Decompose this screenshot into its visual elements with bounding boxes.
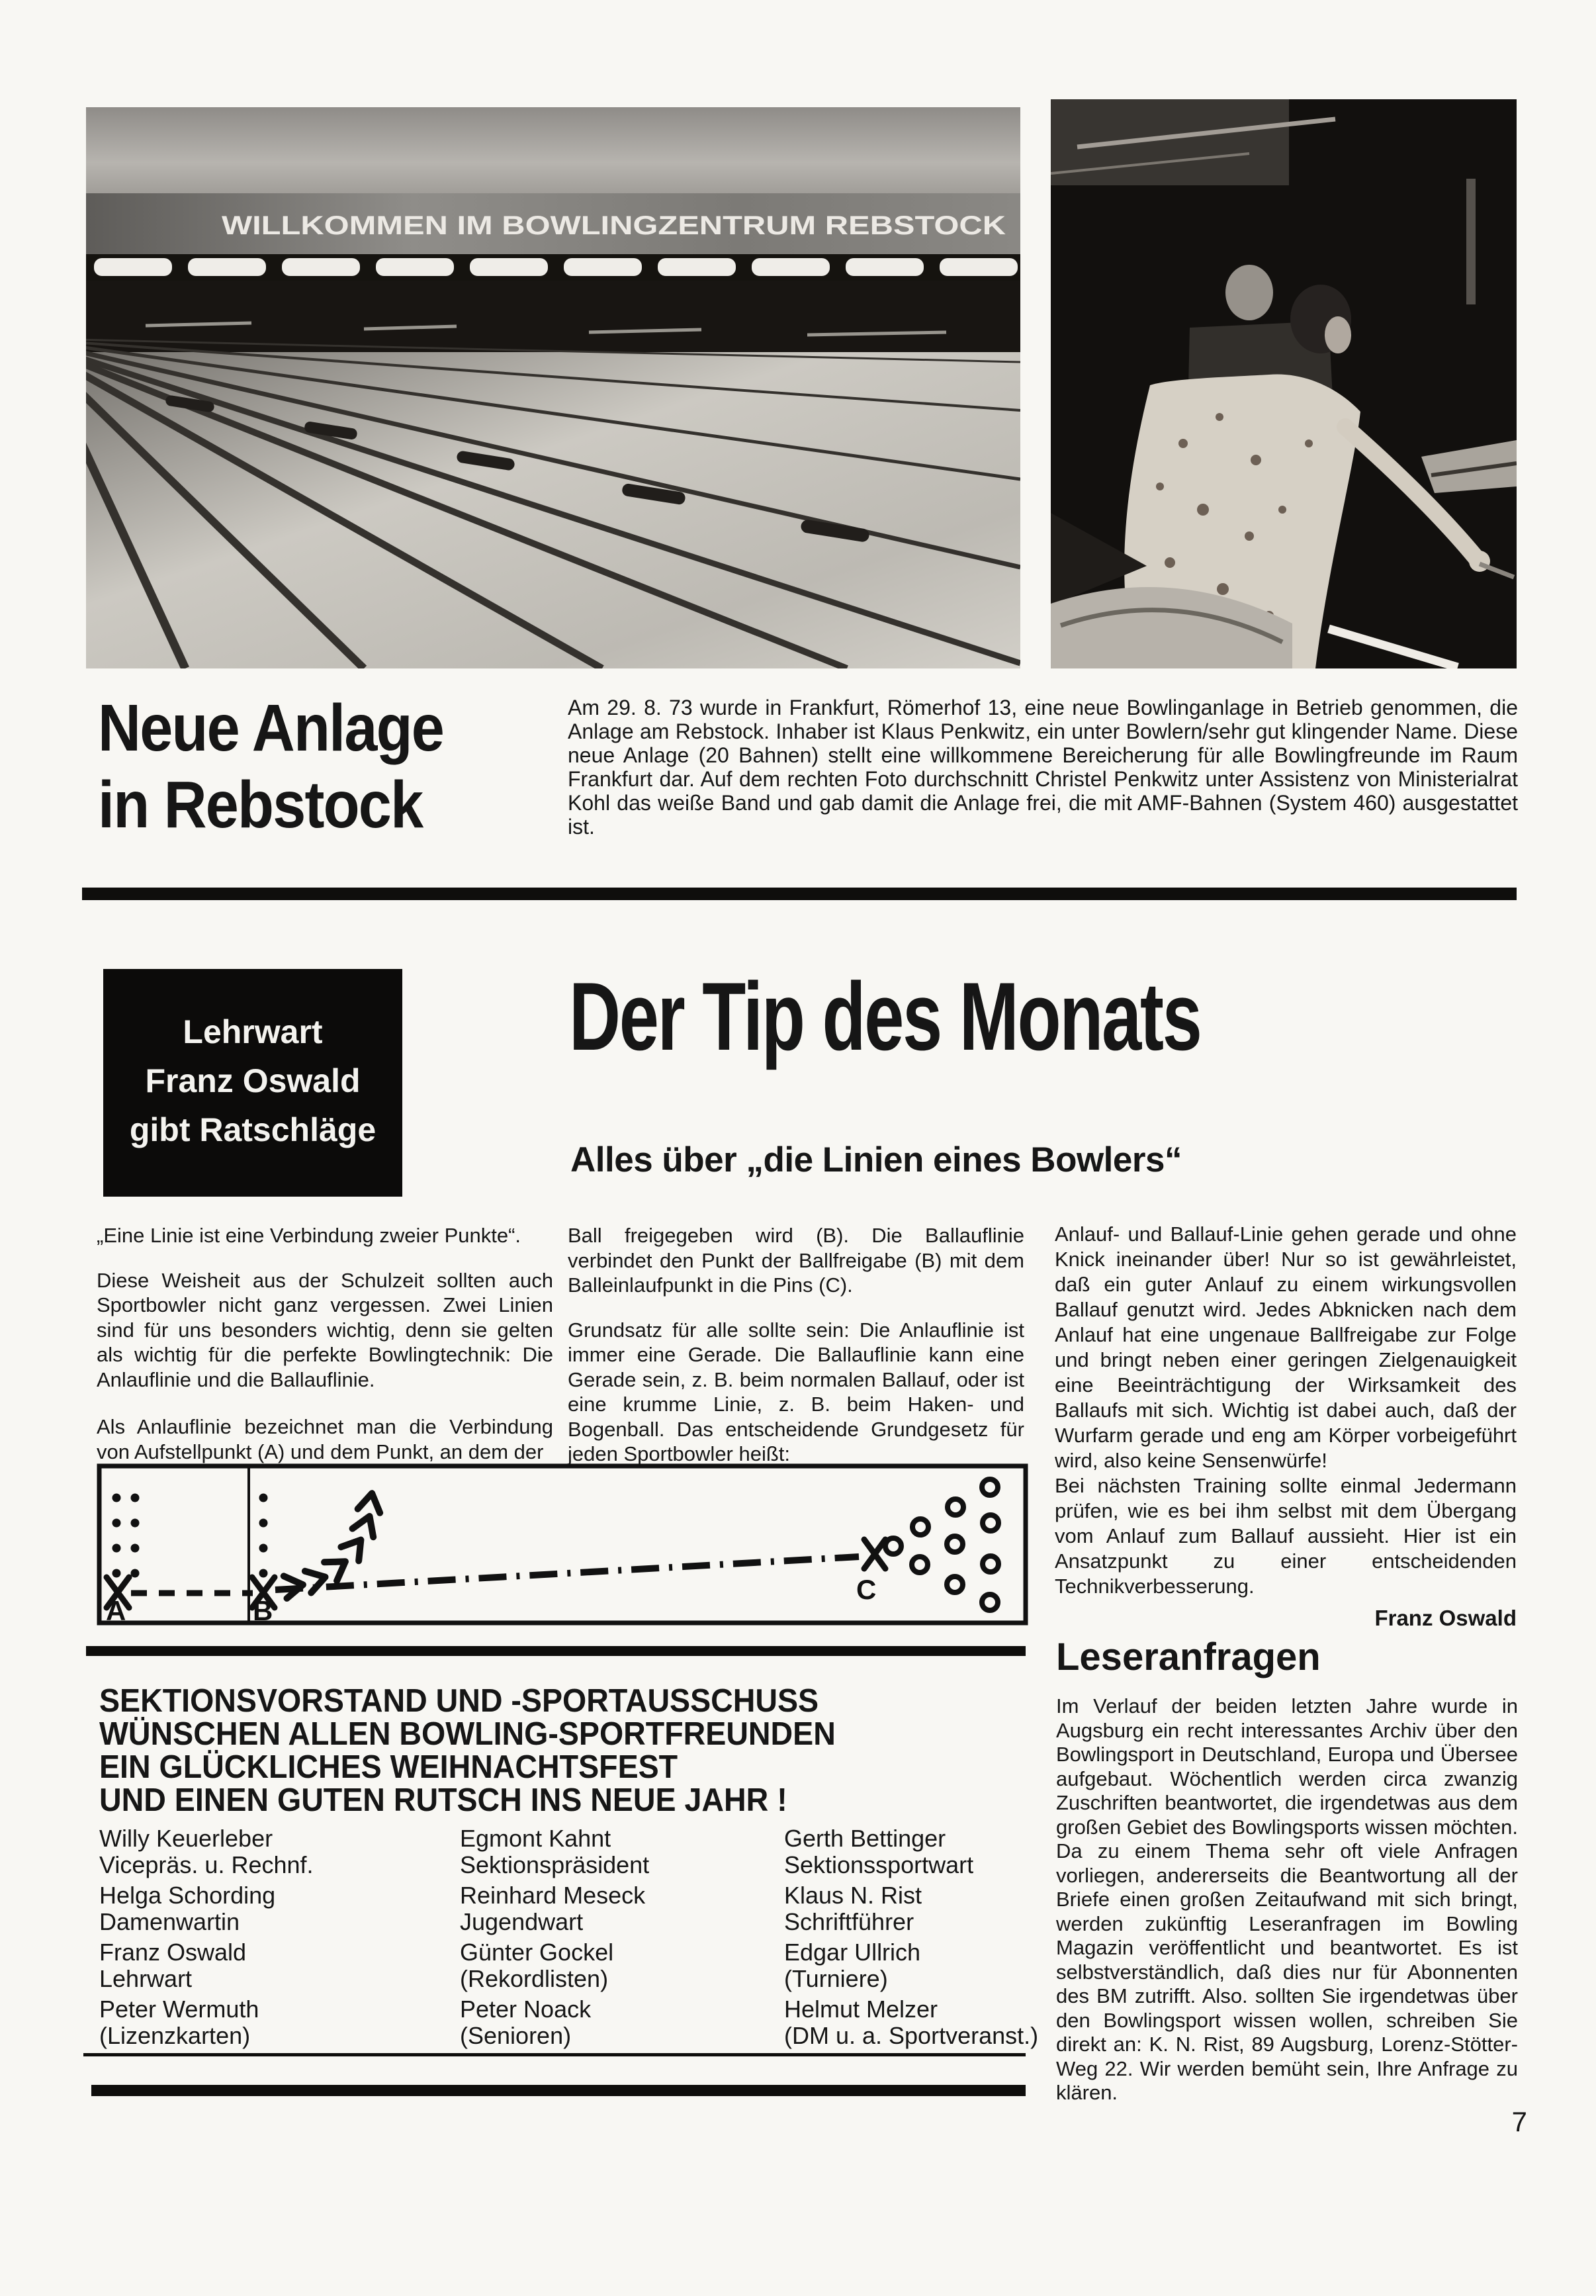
list-item (784, 1996, 1039, 2049)
member-role: Lehrwart (99, 1965, 193, 1992)
member-role: Jugendwart (460, 1908, 584, 1935)
greeting-top-rule (86, 1646, 1026, 1656)
author-box-line1: Lehrwart (183, 1013, 323, 1050)
greeting-heading (99, 1684, 874, 1817)
list-item (784, 1939, 1039, 1992)
tip-column-3 (1055, 1222, 1517, 1631)
member-role: (DM u. a. Sportveranst.) (784, 2022, 1039, 2049)
label-point-b: B (253, 1595, 273, 1626)
member-name: Peter Noack (460, 1996, 592, 2023)
member-role: (Lizenzkarten) (99, 2022, 251, 2049)
reader-section-body: Im Verlauf der beiden letzten Jahre wurde in Augsburg ein recht interessantes Archiv über den Bowlingsport in Deutschland, Europa und Übersee aufgebaut. Wöchentlich werden circa zwanzig Zuschriften beantwortet, die irgendetwas aus dem großen Gebiet des Bowlingsports wissen möchten. Da zu einem Thema sehr oft viele Anfragen vorliegen, andererseits die Beantwortung all der Briefe einen großen Zeitaufwand mit sich bringt, werden zukünftig Leseranfragen im Bowling Magazin veröffentlicht und beantwortet. Es ist selbstverständlich, daß dies nur für Abonnenten des BM zutrifft. Also. sollten Sie irgendetwas über den Bowlingsport wissen wollen, schreiben Sie direkt an: K. N. Rist, 89 Augsburg, Lorenz-Stötter-Weg 22. Wir werden bemüht sein, Ihre Anfrage zu klären. (1056, 1694, 1518, 2104)
member-name: Egmont Kahnt (460, 1825, 611, 1852)
member-name: Willy Keuerleber (99, 1825, 273, 1852)
member-role: (Turniere) (784, 1965, 888, 1992)
list-item (99, 1825, 460, 1878)
diagram-point-labels (106, 1574, 876, 1626)
member-name: Gerth Bettinger (784, 1825, 946, 1852)
member-name: Günter Gockel (460, 1939, 614, 1966)
article-intro-text: Am 29. 8. 73 wurde in Frankfurt, Römerhof 13, eine neue Bowlinganlage in Betrieb genommen, die Anlage am Rebstock. Inhaber ist Klaus Penkwitz, ein unter Bowlern/sehr gut klingender Name. Diese neue Anlage (20 Bahnen) stellt eine willkommene Bereicherung für alle Bowlingfreunde im Raum Frankfurt dar. Auf dem rechten Foto durchschnitt Christel Penkwitz unter Assistenz von Ministerialrat Kohl das weiße Band und gab damit die Anlage frei, die mit AMF-Bahnen (System 460) ausgestattet ist. (568, 696, 1518, 839)
member-role: Damenwartin (99, 1908, 240, 1935)
member-name: Helmut Melzer (784, 1996, 938, 2023)
member-name: Franz Oswald (99, 1939, 247, 1966)
member-name: Peter Wermuth (99, 1996, 259, 2023)
greeting-line4: UND EINEN GUTEN RUTSCH INS NEUE JAHR ! (99, 1782, 787, 1818)
board-members-list (99, 1825, 1039, 2049)
label-point-a: A (106, 1595, 126, 1626)
list-item (99, 1996, 460, 2049)
approach-dots (112, 1494, 268, 1578)
pin-circles (885, 1479, 998, 1610)
list-item (784, 1882, 1039, 1935)
list-item (460, 1825, 784, 1878)
tip-column-1 (97, 1223, 553, 1464)
bottom-thick-rule (91, 2085, 1026, 2096)
man-head (1225, 265, 1273, 320)
list-item (784, 1825, 1039, 1878)
bowling-lane-diagram (97, 1463, 1031, 1627)
list-item (99, 1939, 460, 1992)
greeting-line2: WÜNSCHEN ALLEN BOWLING-SPORTFREUNDEN (99, 1716, 836, 1752)
tip-col3-paragraph1: Anlauf- und Ballauf-Linie gehen gerade und ohne Knick ineinander über! Nur so ist gewährleistet, daß ein guter Anlauf zu einem wirkungsvollen Ballauf genutzt wird. Jedes Abknicken nach dem Anlauf hat eine ungenaue Ballfreigabe zur Folge und bringt neben einer geringen Zielgenauigkeit eine Beeinträchtigung der Wirksamkeit des Ballaufs mit sich. Wichtig ist dabei auch, daß der Wurfarm gerade und eng am Körper vorbeigeführt wird, also keine Sensenwürfe! (1055, 1222, 1517, 1472)
tip-col2-paragraph2: Grundsatz für alle sollte sein: Die Anlauflinie ist immer eine Gerade. Die Ballauflinie kann eine Gerade sein, z. B. beim normalen Ballauf, oder ist eine krumme Linie, z. B. beim Haken- und Bogenball. Das entscheidende Grundgesetz für jeden Sportbowler heißt: (568, 1318, 1024, 1465)
page-number: 7 (1511, 2106, 1527, 2137)
member-name: Klaus N. Rist (784, 1882, 922, 1909)
list-item (460, 1939, 784, 1992)
list-item (460, 1996, 784, 2049)
author-box (103, 969, 402, 1197)
tip-signature: Franz Oswald (1374, 1606, 1517, 1630)
woman-face (1325, 316, 1351, 353)
member-role: (Rekordlisten) (460, 1965, 609, 1992)
tip-title (569, 961, 1423, 1072)
greeting-line1: SEKTIONSVORSTAND UND -SPORTAUSSCHUSS (99, 1683, 819, 1719)
list-item (99, 1882, 460, 1935)
tip-title-text: Der Tip des Monats (569, 962, 1201, 1070)
tip-col1-paragraph2: Diese Weisheit aus der Schulzeit sollten auch Sportbowler nicht ganz vergessen. Zwei Linien sind für uns besonders wichtig, denn sie gelten als wichtig für die perfekte Bowlingtechnik: Die Anlauflinie und die Ballauflinie. (97, 1268, 553, 1391)
tip-column-2 (568, 1223, 1024, 1467)
member-role: Sektionssportwart (784, 1851, 974, 1878)
names-bottom-thin-rule (83, 2053, 1026, 2056)
tip-col2-paragraph1: Ball freigegeben wird (B). Die Ballauflinie verbindet den Punkt der Ballfreigabe (B) mit dem Balleinlaufpunkt in die Pins (C). (568, 1224, 1024, 1297)
ballauf-line-dashdot (275, 1557, 859, 1590)
ribbon-cutting-photo (1051, 99, 1517, 668)
author-box-line2: Franz Oswald (145, 1062, 361, 1099)
hook-path-arrows (284, 1491, 383, 1598)
article-title (98, 690, 482, 843)
tip-col3-paragraph2: Bei nächsten Training sollte einmal Jedermann prüfen, wie es bei ihm selbst mit dem Übergang vom Anlauf zum Ballauf aussieht. Hier ist ein Ansatzpunkt zu einer entscheidenden Technikverbesserung. (1055, 1474, 1517, 1598)
author-box-line3: gibt Ratschläge (129, 1111, 377, 1148)
tip-col1-paragraph3: Als Anlauflinie bezeichnet man die Verbindung von Aufstellpunkt (A) und dem Punkt, an dem der (97, 1415, 553, 1463)
list-item (460, 1882, 784, 1935)
welcome-banner-text: WILLKOMMEN IM BOWLINGZENTRUM REBSTOCK (222, 211, 1006, 240)
reader-section-title: Leseranfragen (1056, 1635, 1321, 1678)
member-name: Reinhard Meseck (460, 1882, 646, 1909)
point-x-marks (107, 1539, 885, 1608)
member-name: Edgar Ullrich (784, 1939, 921, 1966)
tip-col1-paragraph1: „Eine Linie ist eine Verbindung zweier Punkte“. (97, 1224, 521, 1247)
label-point-c: C (856, 1574, 877, 1605)
tip-subtitle: Alles über „die Linien eines Bowlers“ (570, 1140, 1182, 1179)
member-role: Schriftführer (784, 1908, 914, 1935)
member-name: Helga Schording (99, 1882, 276, 1909)
article-title-line1: Neue Anlage (98, 691, 444, 765)
bowling-alley-photo (86, 107, 1020, 668)
member-role: Sektionspräsident (460, 1851, 650, 1878)
article-title-line2: in Rebstock (98, 768, 423, 842)
machine-pole (1466, 179, 1476, 304)
greeting-line3: EIN GLÜCKLICHES WEIHNACHTSFEST (99, 1749, 678, 1785)
member-role: (Senioren) (460, 2022, 572, 2049)
member-role: Vicepräs. u. Rechnf. (99, 1851, 314, 1878)
section-divider-rule (82, 888, 1517, 900)
